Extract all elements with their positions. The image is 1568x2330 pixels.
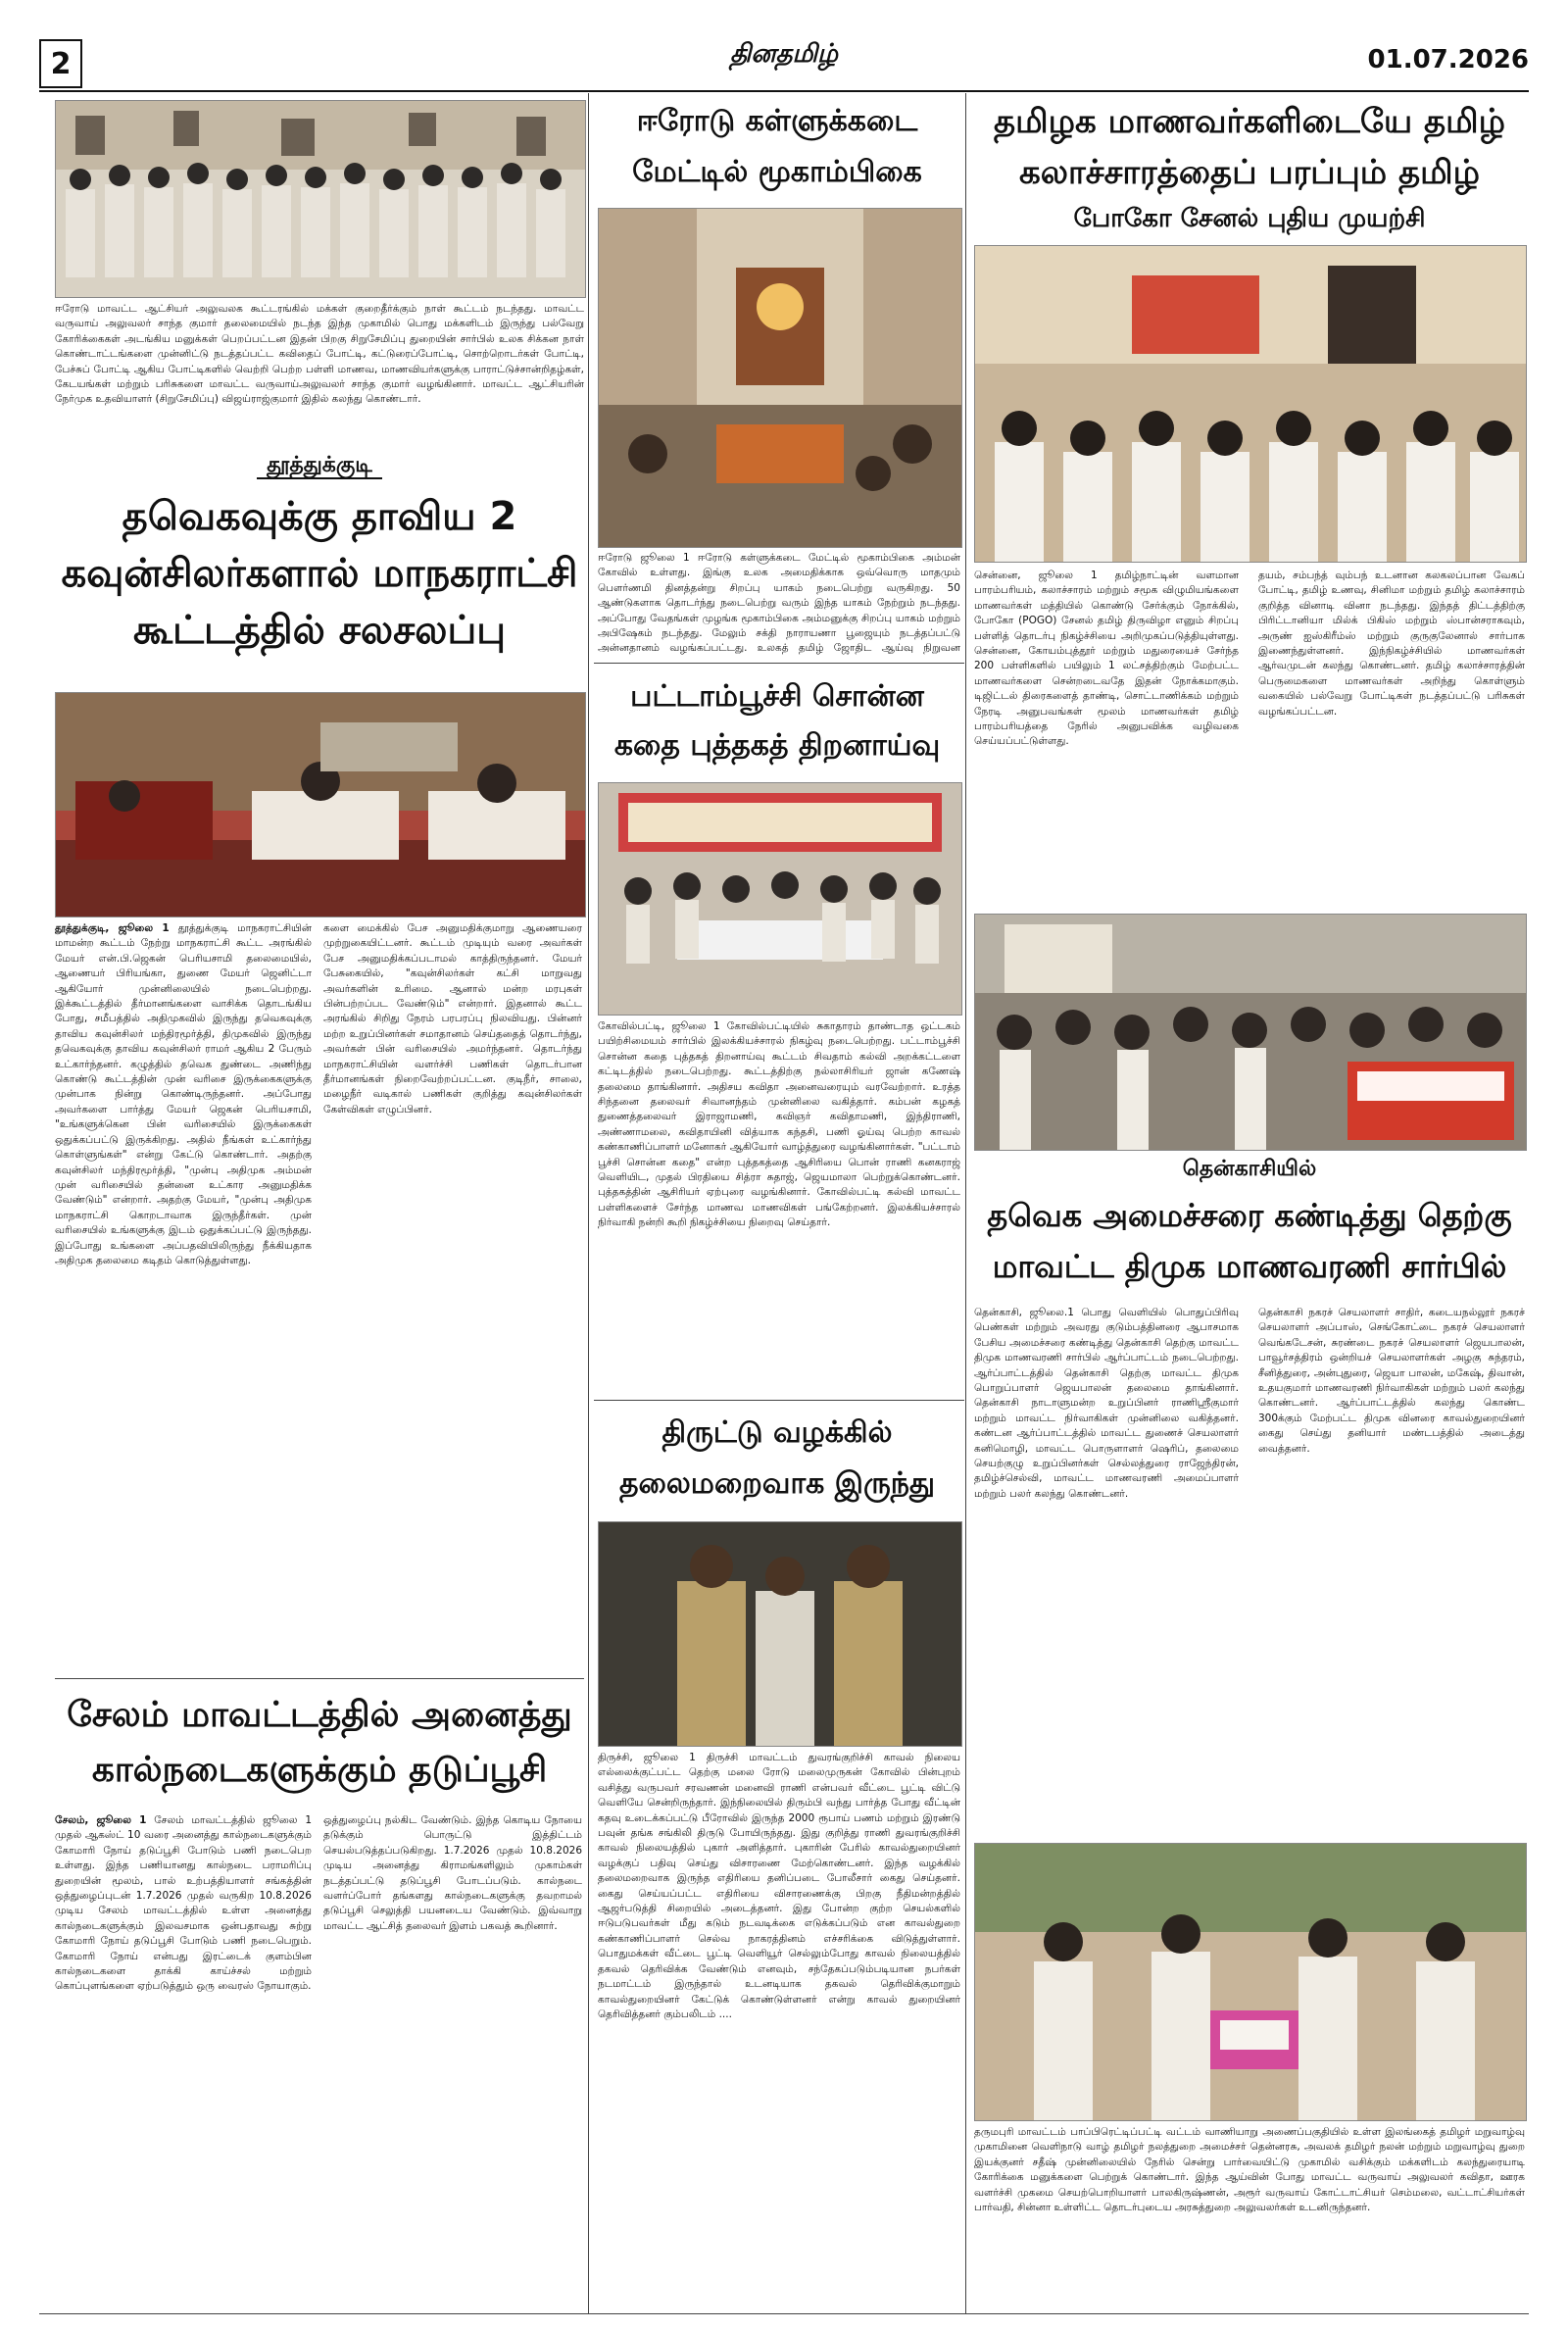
camp-visit-caption: தருமபுரி மாவட்டம் பாப்பிரெட்டிப்பட்டி வட்டம் வாணியாறு அணைப்பகுதியில் உள்ள இலங்கைத் தமிழர் மறுவாழ்வு முகாமினை வெளிநாடு வாழ் தமிழர் நலத்துறை அமைச்சர் தென்னரசு, அவலக் தமிழர் நலன் மற்றும் மறுவாழ்வு துறை இயக்குனர் சதீஷ் முன்னிலையில் நேரில் சென்று பார்வையிட்டு முகாமில் வசிக்கும் மக்களிடம் கலந்துரையாடி கோரிக்கை மனுக்களை பெற்றுக் கொண்டார். இந்த ஆய்வின் போது மாவட்ட வருவாய் அலுவலர் கவிதா, ஊரக வளர்ச்சி முகமை செயற்பொறியாளர் பாலகிருஷ்ணன், அரூர் வருவாய் கோட்டாட்சியர் செம்மலை, வட்டாட்சியர்கள் பார்வதி, சின்னா உள்ளிட்ட தொடர்புடைய அரசுத்துறை அலுவலர்கள் உடனிருந்தனர். [974,2126,1525,2214]
protest-story-col-a: தென்காசி, ஜூலை.1 பொது வெளியில் பொதுப்பிரிவு பெண்கள் மற்றும் அவரது குடும்பத்தினரை ஆபாசமாக பேசிய அமைச்சரை கண்டித்து தென்காசி தெற்கு மாவட்ட திமுக மாணவரணி சார்பில் ஆர்ப்பாட்டம் நடைபெற்றது. ஆர்ப்பாட்டத்தில் தென்காசி தெற்கு மாவட்ட திமுக பொறுப்பாளர் ஜெயபாலன் தலைமை தாங்கினார். தென்காசி நாடாளுமன்ற உறுப்பினர் ராணிஸ்ரீகுமார் மற்றும் மாவட்ட நிர்வாகிகள் முன்னிலை வகித்தனர். கண்டன ஆர்ப்பாட்டத்தில் மாவட்ட துணைச் செயலாளர் கனிமொழி, மாவட்ட பொருளாளர் ஷெரிப், தலைமை செயற்குழு உறுப்பினர்கள் செல்லத்துரை ராஜேந்திரன், தமிழ்ச்செல்வி, மாவட்ட மாணவரணி அமைப்பாளர் மற்றும் பலர் கலந்து கொண்டனர். [974,1307,1239,1500]
headline-council: தவெகவுக்கு தாவிய 2 கவுன்சிலர்களால் மாநகராட்சி கூட்டத்தில் சலசலப்பு [61,494,578,653]
protest-story-col-b: தென்காசி நகரச் செயலாளர் சாதிர், கடையநல்லூர் நகரச் செயலாளர் அப்பாஸ், செங்கோட்டை நகரச் செயலாளர் வெங்கடேசன், சுரண்டை நகரச் செயலாளர் ஜெயபாலன், பாவூர்சத்திரம் ஒன்றியச் செயலாளர்கள் அழகு சுந்தரம், சீனித்துரை, அன்புதுரை, ஜெயா பாலன், மகேஷ், திவான், உதயகுமார் மாணவரணி நிர்வாகிகள் மற்றும் பலர் கலந்து கொண்டனர். ஆர்ப்பாட்டத்தில் கலந்து கொண்ட 300க்கும் மேற்பட்ட திமுக வினரை காவல்துறையினர் கைது செய்து தனியார் மண்டபத்தில் அடைத்து வைத்தனர். [1258,1307,1525,1455]
protest-photo [974,914,1527,1151]
section-kicker [55,453,584,480]
headline-vaccination: சேலம் மாவட்டத்தில் அனைத்து கால்நடைகளுக்கும் தடுப்பூசி [67,1695,572,1790]
council-story-col-a [55,921,312,1666]
header-rule [39,90,1529,92]
camp-visit-photo [974,1843,1527,2121]
tamil-festival-photo [974,245,1527,563]
vaccination-story-col-a [55,1813,312,2304]
section-kicker [970,1157,1529,1184]
temple-caption: ஈரோடு ஜூலை 1 ஈரோடு கள்ளுக்கடை மேட்டில் மூகாம்பிகை அம்மன் கோவில் உள்ளது. இங்கு உலக அமைதிக்காக ஒவ்வொரு மாதமும் பௌர்ணமி தினத்தன்று சிறப்பு யாகம் நடைபெற்று வருகிறது. 50 ஆண்டுகளாக தொடர்ந்து நடைபெற்று வரும் இந்த யாகம் நேற்றும் நடந்தது. அப்போது வேதங்கள் முழங்க மூகாம்பிகை அம்மனுக்கு சிறப்பு யாகம் மற்றும் அபிஷேகம் நடந்தது. மேலும் சக்தி நாராயணா பூஜையும் நடத்தப்பட்டு அன்னதானம் வழங்கப்பட்டது. உலகத் தமிழ் ஜோதிட ஆய்வு நிறுவன [598,552,960,655]
council-story-col-b: களை மைக்கில் பேச அனுமதிக்குமாறு ஆணையரை முற்றுகையிட்டனர். கூட்டம் முடியும் வரை அவர்கள் பேச அனுமதிக்கப்படாமல் காத்திருந்தனர். மேயர் பேசுகையில், "கவுன்சிலர்கள் கட்சி மாறுவது அவர்களின் உரிமை. ஆனால் மன்ற மரபுகள் பின்பற்றப்பட வேண்டும்" என்றார். இதனால் கூட்ட அரங்கில் சிறிது நேரம் பரபரப்பு நிலவியது. பின்னர் மற்ற உறுப்பினர்கள் சமாதானம் செய்ததைத் தொடர்ந்து, அவர்கள் பின் வரிசையில் அமர்ந்தனர். தொடர்ந்து மாநகராட்சியின் வளர்ச்சி பணிகள் தொடர்பான தீர்மானங்கள் நிறைவேற்றப்பட்டன. குடிநீர், சாலை, மழைநீர் வடிகால் பணிகள் குறித்து கவுன்சிலர்கள் கேள்விகள் எழுப்பினர். [323,922,582,1115]
headline-book-review: பட்டாம்பூச்சி சொன்ன கதை புத்தகத் திறனாய்வு [613,679,941,763]
headline-theft-arrest: திருட்டு வழக்கில் தலைமறைவாக இருந்து [618,1415,936,1501]
council-meeting-photo [55,692,586,917]
kicker-label: தூத்துக்குடி [257,453,382,479]
arrest-photo [598,1521,962,1747]
headline-protest: தவெக அமைச்சரை கண்டித்து தெற்கு மாவட்ட திமுக மாணவரணி சார்பில் [987,1197,1512,1285]
council-body-a: தூத்துக்குடி மாநகராட்சியின் மாமன்ற கூட்டம் நேற்று மாநகராட்சி கூட்ட அரங்கில் மேயர் என்.பி.ஜெகன் பெரியசாமி தலைமையில், ஆணையர் பிரியங்கா, துணை மேயர் ஜெனிட்டா ஆகியோர் முன்னிலையில் நடைபெற்றது. இக்கூட்டத்தில் தீர்மானங்களை வாசிக்க தொடங்கிய போது, சமீபத்தில் அதிமுகவில் இருந்து தவெகவுக்கு தாவிய கவுன்சிலர் மந்திரமூர்த்தி, திமுகவில் இருந்து தவெகவுக்கு தாவிய கவுன்சிலர் ராமர் ஆகிய 2 பேரும் உட்கார்ந்தனர். கழுத்தில் தவெக துண்டை அணிந்து கொண்டு கூட்டத்தின் முன் வரிசை இருக்கைகளுக்கு முன்பாக நின்று கொண்டிருந்தனர். அப்போது அவர்களை பார்த்து மேயர் ஜெகன் பெரியசாமி, "உங்களுக்கென பின் வரிசையில் இருக்கைகள் ஒதுக்கப்பட்டு இருக்கிறது. அதில் நீங்கள் உட்கார்ந்து கொள்ளுங்கள்" என்று கேட்டு கொண்டார். அதற்கு கவுன்சிலர் மந்திரமூர்த்தி, "முன்பு அதிமுக அம்மன் முன் வரிசையில் தன்னை உட்கார அனுமதிக்க வேண்டும்" என்றார். அதற்கு மேயர், "முன்பு அதிமுக மாநகராட்சி கொறடாவாக இருந்தீர்கள். முன் வரிசையில் உங்களுக்கு இடம் ஒதுக்கப்பட்டு இருந்தது. இப்போது உங்களை அப்பதவியிலிருந்து நீக்கியதாக அதிமுக தலைமை கடிதம் கொடுத்துள்ளது. [55,922,312,1266]
kicker-label: தென்காசியில் [1182,1157,1317,1181]
theft-story: திருச்சி, ஜூலை 1 திருச்சி மாவட்டம் துவரங்குறிச்சி காவல் நிலைய எல்லைக்குட்பட்ட தெற்கு மலை ரோடு மலைமுருகன் கோவில் பின்புறம் வசித்து வருபவர் சரவணன் மனைவி ராணி என்பவர் வீட்டை பூட்டி விட்டு வெளியே சென்றிருந்தார். இந்நிலையில் திரும்பி வந்து பார்த்த போது வீட்டின் கதவு உடைக்கப்பட்டு பீரோவில் இருந்த 2000 ரூபாய் பணம் மற்றும் இரண்டு பவுன் தங்க சங்கிலி திருடு போயிருந்தது. இது குறித்து ராணி துவரங்குறிச்சி காவல் நிலையத்தில் புகார் அளித்தார். புகாரின் பேரில் காவல்துறையினர் வழக்குப் பதிவு செய்து விசாரணை மேற்கொண்டனர். இந்த வழக்கில் தலைமறைவாக இருந்த எதிரியை தனிப்படை போலீசார் கைது செய்தனர். கைது செய்யப்பட்ட எதிரியை விசாரணைக்கு பிறகு நீதிமன்றத்தில் ஆஜர்படுத்தி சிறையில் அடைத்தனர். இது போன்ற குற்ற செயல்களில் ஈடுபடுபவர்கள் மீது கடும் நடவடிக்கை எடுக்கப்படும் என காவல்துறை கண்காணிப்பாளர் செல்வ நாகரத்தினம் எச்சரிக்கை விடுத்துள்ளார். பொதுமக்கள் வீட்டை பூட்டி வெளியூர் செல்லும்போது காவல் நிலையத்தில் தகவல் தெரிவிக்க வேண்டும் எனவும், சந்தேகப்படும்படியான நபர்கள் நடமாட்டம் இருந்தால் உடனடியாக தகவல் தெரிவிக்குமாறும் காவல்துறையினர் கேட்டுக் கொண்டுள்ளனர் என்று காவல் துறையினர் தெரிவித்தனர் கும்பலிடம் .... [598,1752,960,2020]
festival-story-col-a: சென்னை, ஜூலை 1 தமிழ்நாட்டின் வளமான பாரம்பரியம், கலாச்சாரம் மற்றும் சமூக விழுமியங்களை மாணவர்கள் மத்தியில் கொண்டு சேர்க்கும் நோக்கில், போகோ (POGO) சேனல் தமிழ் திருவிழா எனும் சிறப்பு பள்ளித் தொடர்பு நிகழ்ச்சியை அறிமுகப்படுத்தியுள்ளது. சென்னை, கோயம்புத்தூர் மற்றும் மதுரையைச் சேர்ந்த 200 பள்ளிகளில் பயிலும் 1 லட்சத்திற்கும் மேற்பட்ட மாணவர்களை சென்றடைவதே இதன் நோக்கமாகும். டிஜிட்டல் திரைகளைத் தாண்டி, சொட்டாணிக்கம் மற்றும் நேரடி அனுபவங்கள் மூலம் மாணவர்கள் தமிழ் பாரம்பரியத்தை நேரில் அனுபவிக்க வழிவகை செய்யப்பட்டுள்ளது. [974,570,1239,748]
column-divider [588,93,589,2313]
headline-tamil-festival: தமிழக மாணவர்களிடையே தமிழ் கலாச்சாரத்தைப் பரப்பும் தமிழ் [994,102,1505,192]
page-number: 2 [50,46,72,81]
book-review-caption: கோவில்பட்டி, ஜூலை 1 கோவில்பட்டியில் சுகாதாரம் தாண்டாத ஒட்டகம் பயிற்சிமையம் சார்பில் இலக்கியச்சாரல் நிகழ்வு நடைபெற்றது. பட்டாம்பூச்சி சொன்ன கதை புத்தகத் திறனாய்வு கூட்டம் சிவதாம் கல்வி அறக்கட்டளை கட்டிடத்தில் நடைபெற்றது. கூட்டத்திற்கு நல்லாசிரியர் ஜான் கணேஷ் தலைமை தாங்கினார். அதிசய கவிதா அனைவரையும் வரவேற்றார். உரத்த சிந்தனை தலைவர் சிவானந்தம் முன்னிலை வகித்தார். கம்பன் கழகத் துணைத்தலைவர் இராஜாமணி, கவிஞர் கவிதாமணி, இந்திராணி, அண்ணாமலை, கவிதாயினி வித்யாக கந்தசி, பணி ஓய்வு பெற்ற காவல் கண்காணிப்பாளர் மனோகர் ஆகியோர் வாழ்த்துரை வழங்கினார்கள். "பட்டாம் பூச்சி சொன்ன கதை" என்ற புத்தகத்தை ஆசிரியை பொன் ராணி கனகராஜ் வெளியிட, முதல் பிரதியை சித்ரா சுதாஜ், ஜெயமாலா பெற்றுக்கொண்டனர். புத்தகத்தின் ஆசிரியர் ஏற்புரை வழங்கினார். கோவில்பட்டி கல்வி மாவட்ட பள்ளிகளைச் சேர்ந்த மாணவ மாணவிகள் பங்கேற்றனர். இலக்கியச்சாரல் நிர்வாகி நன்றி கூறி நிகழ்ச்சியை நிறைவு செய்தார். [598,1020,960,1229]
subhead-pogo: போகோ சேனல் புதிய முயற்சி [1073,204,1426,233]
temple-yagam-photo [598,208,962,548]
masthead-title: தினதமிழ் [730,39,838,69]
vaccination-body-a: சேலம் மாவட்டத்தில் ஜூலை 1 முதல் ஆகஸ்ட் 10 வரை அனைத்து கால்நடைகளுக்கும் கோமாரி நோய் தடுப்பூசி போடும் பணி நடைபெற உள்ளது. இந்த பணியானது கால்நடை பராமரிப்பு துறையின் மூலம், பால் உற்பத்தியாளர் சங்கத்தின் ஒத்துழைப்புடன் 1.7.2026 முதல் வருகிற 10.8.2026 முடிய சேலம் மாவட்டத்தில் உள்ள அனைத்து கால்நடைகளுக்கும் இலவசமாக ஒன்பதாவது சுற்று கோமாரி நோய் தடுப்பூசி போடும் பணி நடைபெறும். கோமாரி நோய் என்பது இரட்டைக் குளம்பின கால்நடைகளை தாக்கி காய்ச்சல் மற்றும் கொப்புளங்களை ஏற்படுத்தும் ஒரு வைரஸ் நோயாகும். [55,1814,312,1993]
column-divider [965,93,966,2313]
masthead [676,39,892,72]
award-caption: ஈரோடு மாவட்ட ஆட்சியர் அலுவலக கூட்டரங்கில் மக்கள் குறைதீர்க்கும் நாள் கூட்டம் நடந்தது. மாவட்ட வருவாய் அலுவலர் சாந்த குமார் தலைமையில் நடந்த இந்த முகாமில் பொது மக்களிடம் இருந்து பல்வேறு கோரிக்கைகள் அடங்கிய மனுக்கள் பெறப்பட்டன இதன் பிறகு சிறுசேமிப்பு துறையின் சார்பில் உலக சிக்கன நாள் கொண்டாட்டங்களை முன்னிட்டு நடத்தப்பட்ட கவிதைப் போட்டி, கட்டுரைப்போட்டி, சொற்றொடர்கள் போட்டி, பேச்சுப் போட்டி ஆகிய போட்டிகளில் வெற்றி பெற்ற பள்ளி மாணவ, மாணவியர்களுக்கு பாராட்டுச்சான்றிதழ்கள், கேடயங்கள் மற்றும் பரிசுகளை மாவட்ட வருவாய்அலுவலர் சாந்த குமார் வழங்கினார். மாவட்ட ஆட்சியரின் நேர்முக உதவியாளர் (சிறுசேமிப்பு) விஜய்ராஜ்குமார் இதில் கலந்து கொண்டார். [55,303,584,406]
page-number-box [39,39,82,88]
story-divider [55,1678,584,1679]
festival-story-col-b: தயம், சம்பந்த் வும்பந் உடனான கலகலப்பான வேகப் போட்டி, தமிழ் உணவு, சினிமா மற்றும் தமிழ் கலாச்சாரம் குறித்த வினாடி வினா நடந்தது. இந்தத் திட்டத்திற்கு பிரிட்டானியா மில்க் பிகிஸ் மற்றும் ஸ்பான்சராகவும், அருண் ஐஸ்கிரீம்ஸ் மற்றும் குருகுலேனால் சார்பாக இணைந்துள்ளனர். இந்நிகழ்ச்சியில் மாணவர்கள் ஆர்வமுடன் கலந்து கொண்டனர். தமிழ் கலாச்சாரத்தின் பெருமைகளை மாணவர்கள் அறிந்து கொள்ளும் வகையில் பல்வேறு போட்டிகள் நடத்தப்பட்டு பரிசுகள் வழங்கப்பட்டன. [1258,570,1525,718]
vaccination-story-col-b: ஒத்துழைப்பு நல்கிட வேண்டும். இந்த கொடிய நோயை தடுக்கும் பொருட்டு இத்திட்டம் செயல்படுத்தப்படுகிறது. 1.7.2026 முதல் 10.8.2026 முடிய அனைத்து கிராமங்களிலும் முகாம்கள் நடத்தப்பட்டு தடுப்பூசி போடப்படும். கால்நடை வளர்ப்போர் தங்களது கால்நடைகளுக்கு தவறாமல் தடுப்பூசி செலுத்தி பயனடைய வேண்டும். இவ்வாறு மாவட்ட ஆட்சித் தலைவர் இளம் பகவத் கூறினார். [323,1814,582,1932]
book-review-photo [598,782,962,1016]
council-dateline: தூத்துக்குடி, ஜூலை 1 [55,922,170,934]
headline-temple: ஈரோடு கள்ளுக்கடை மேட்டில் மூகாம்பிகை [632,104,922,189]
footer-rule [39,2313,1529,2314]
story-divider [594,663,964,664]
issue-date: 01.07.2026 [1367,45,1529,74]
story-divider [594,1400,964,1401]
award-group-photo [55,100,586,298]
vaccination-dateline: சேலம், ஜூலை 1 [55,1814,147,1826]
